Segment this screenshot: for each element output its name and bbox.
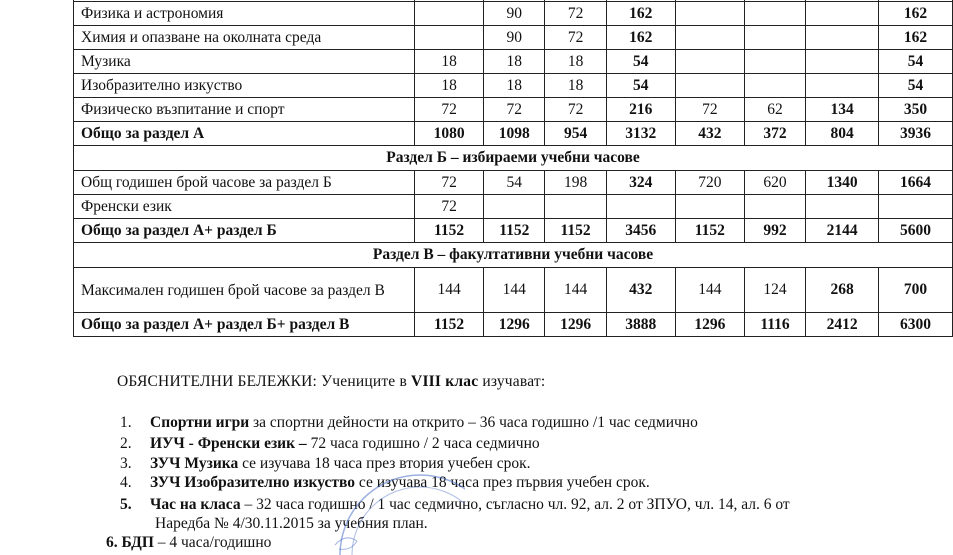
- note-text: – 4 часа/годишно: [153, 534, 272, 551]
- note-subject: Спортни игри: [150, 414, 250, 431]
- hours-cell: 1296: [484, 313, 545, 337]
- hours-cell: 720: [675, 171, 744, 195]
- note-subject: ЗУЧ Изобразително изкуство: [150, 474, 356, 491]
- notes-heading-tail: изучават:: [478, 373, 546, 390]
- hours-cell: 144: [415, 268, 484, 313]
- hours-cell: 18: [415, 74, 484, 98]
- hours-cell: 144: [545, 268, 606, 313]
- hours-cell: 18: [415, 50, 484, 74]
- hours-cell: 5600: [879, 219, 953, 243]
- notes-heading: [117, 373, 545, 391]
- hours-cell: 162: [606, 2, 675, 26]
- hours-cell: 54: [606, 50, 675, 74]
- hours-cell: 198: [545, 171, 606, 195]
- hours-cell: 162: [879, 26, 953, 50]
- subject-name: Френски език: [74, 195, 415, 219]
- hours-cell: 992: [744, 219, 805, 243]
- hours-cell: 620: [744, 171, 805, 195]
- hours-cell: 3132: [606, 122, 675, 146]
- hours-cell: 72: [415, 195, 484, 219]
- hours-cell: 54: [484, 171, 545, 195]
- hours-cell: 1152: [484, 219, 545, 243]
- note-number: 5.: [120, 496, 132, 513]
- note-text: за спортни дейности на открито – 36 часа годишно /1 час седмично: [249, 414, 698, 431]
- hours-cell: 72: [545, 2, 606, 26]
- subject-name: Физика и астрономия: [74, 2, 415, 26]
- hours-cell: 3936: [879, 122, 953, 146]
- note-item: [106, 534, 271, 552]
- note-text: се изучава 18 часа през първия учебен срок.: [355, 474, 650, 491]
- hours-cell: 1664: [879, 171, 953, 195]
- hours-cell: 134: [806, 98, 879, 122]
- subject-name: Изобразително изкуство: [74, 74, 415, 98]
- hours-cell: 144: [675, 268, 744, 313]
- hours-cell: 72: [415, 171, 484, 195]
- hours-cell: 18: [484, 74, 545, 98]
- subject-name: Максимален годишен брой часове за раздел В: [74, 268, 415, 313]
- hours-cell: 18: [545, 74, 606, 98]
- hours-cell: 216: [606, 98, 675, 122]
- note-number: 2.: [120, 435, 132, 452]
- hours-cell: 18: [545, 50, 606, 74]
- subject-name: Химия и опазване на околната среда: [74, 26, 415, 50]
- hours-cell: 324: [606, 171, 675, 195]
- hours-cell: 162: [879, 2, 953, 26]
- note-subject: ИУЧ - Френски език –: [150, 435, 307, 452]
- subject-name: Общо за раздел А: [74, 122, 415, 146]
- hours-cell: 804: [806, 122, 879, 146]
- hours-cell: 1116: [744, 313, 805, 337]
- subject-name: Музика: [74, 50, 415, 74]
- note-subject: Час на класа: [150, 496, 241, 513]
- subject-name: Общо за раздел А+ раздел Б+ раздел В: [74, 313, 415, 337]
- hours-cell: 1152: [415, 313, 484, 337]
- hours-cell: 1080: [415, 122, 484, 146]
- hours-cell: 372: [744, 122, 805, 146]
- hours-cell: 1296: [675, 313, 744, 337]
- hours-cell: 72: [675, 98, 744, 122]
- note-item: [120, 414, 698, 432]
- note-number: 6.: [106, 534, 118, 551]
- hours-cell: 72: [415, 98, 484, 122]
- hours-cell: 1152: [545, 219, 606, 243]
- hours-cell: 432: [675, 122, 744, 146]
- hours-cell: 72: [545, 26, 606, 50]
- hours-cell: 90: [484, 26, 545, 50]
- hours-cell: 1152: [415, 219, 484, 243]
- note-item: [120, 435, 540, 453]
- hours-cell: 432: [606, 268, 675, 313]
- hours-cell: 2412: [806, 313, 879, 337]
- hours-cell: 1098: [484, 122, 545, 146]
- hours-cell: 18: [484, 50, 545, 74]
- note-number: 3.: [120, 455, 132, 472]
- hours-cell: 62: [744, 98, 805, 122]
- hours-cell: 1340: [806, 171, 879, 195]
- notes-heading-class: VIII клас: [411, 373, 479, 390]
- subject-name: Общо за раздел А+ раздел Б: [74, 219, 415, 243]
- hours-cell: 268: [806, 268, 879, 313]
- hours-cell: 3888: [606, 313, 675, 337]
- hours-cell: 1152: [675, 219, 744, 243]
- hours-cell: 54: [606, 74, 675, 98]
- hours-cell: 72: [545, 98, 606, 122]
- section-title: Раздел Б – избираеми учебни часове: [74, 146, 953, 171]
- hours-cell: 124: [744, 268, 805, 313]
- hours-cell: 144: [484, 268, 545, 313]
- note-text: 72 часа годишно / 2 часа седмично: [306, 435, 540, 452]
- note-number: 4.: [120, 474, 132, 491]
- hours-cell: 700: [879, 268, 953, 313]
- note-continuation: Наредба № 4/30.11.2015 за учебния план.: [155, 515, 428, 532]
- note-number: 1.: [120, 414, 132, 431]
- note-subject: ЗУЧ Музика: [150, 455, 239, 472]
- school-stamp-icon: [325, 455, 465, 555]
- note-text: – 32 часа годишно / 1 час седмично, съгласно чл. 92, ал. 2 от ЗПУО, чл. 14, ал. 6 от: [240, 496, 790, 513]
- note-text: се изучава 18 часа през втория учебен срок.: [238, 455, 531, 472]
- subject-name: Общ годишен брой часове за раздел Б: [74, 171, 415, 195]
- section-title: Раздел В – факултативни учебни часове: [74, 243, 953, 268]
- notes-heading-plain: ОБЯСНИТЕЛНИ БЕЛЕЖКИ: Учениците в: [117, 373, 412, 390]
- hours-cell: 954: [545, 122, 606, 146]
- hours-cell: 162: [606, 26, 675, 50]
- hours-cell: 54: [879, 74, 953, 98]
- hours-cell: 2144: [806, 219, 879, 243]
- hours-cell: 1296: [545, 313, 606, 337]
- note-subject: БДП: [121, 534, 154, 551]
- subject-name: Физическо възпитание и спорт: [74, 98, 415, 122]
- hours-cell: 6300: [879, 313, 953, 337]
- hours-cell: 90: [484, 2, 545, 26]
- hours-cell: 72: [484, 98, 545, 122]
- hours-cell: 54: [879, 50, 953, 74]
- hours-cell: 350: [879, 98, 953, 122]
- hours-cell: 3456: [606, 219, 675, 243]
